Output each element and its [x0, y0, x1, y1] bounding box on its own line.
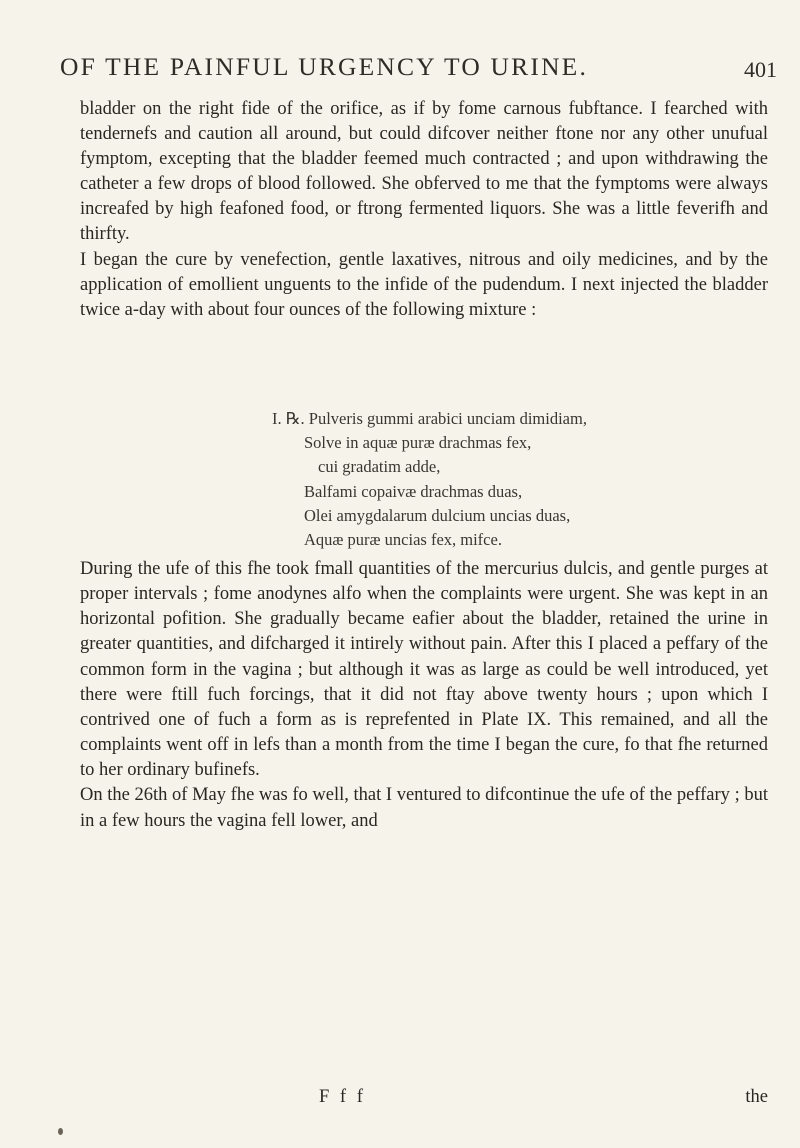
prescription-line: cui gradatim adde,: [318, 457, 441, 476]
signature-mark: F f f: [319, 1087, 366, 1107]
prescription-line: Aquæ puræ uncias fex, mifce.: [304, 530, 502, 549]
prescription-line: I. ℞. Pulveris gummi arabici unciam dimidiam,: [272, 409, 587, 428]
ink-speck: [58, 1128, 63, 1135]
page-footer: [80, 1087, 768, 1113]
paragraph: bladder on the right fide of the orifice, as if by fome carnous fubftance. I fearched with tendernefs and caution all around, but could difcover neither ftone nor any other unufual fymptom, excepting that the bladder feemed much contracted ; and upon withdrawing the catheter a few drops of blood followed. She obferved to me that the fymptoms were always increafed by high feafoned food, or ftrong fermented liquors. She was a little feverifh and thirfty.: [80, 99, 768, 245]
paragraph: I began the cure by venefection, gentle laxatives, nitrous and oily medicines, and by the application of emollient unguents to the infide of the pudendum. I next injected the bladder twice a-day with about four ounces of the following mixture :: [80, 249, 768, 320]
body-text-continued: [80, 557, 768, 834]
paragraph: On the 26th of May fhe was fo well, that I ventured to difcontinue the ufe of the peffary ; but in a few hours the vagina fell lower, and: [80, 785, 768, 831]
paragraph: During the ufe of this fhe took fmall quantities of the mercurius dulcis, and gentle purges at proper intervals ; fome anodynes alfo when the complaints were urgent. She was kept in an horizontal pofition. She gradually became eafier about the bladder, retained the urine in greater quantities, and difcharged it intirely without pain. After this I placed a peffary of the common form in the vagina ; but although it was as large as could be well introduced, yet there were ftill fuch forcings, that it did not ftay above twenty hours ; upon which I contrived one of fuch a form as is reprefented in Plate IX. This remained, and all the complaints went off in lefs than a month from the time I began the cure, fo that fhe returned to her ordinary bufinefs.: [80, 559, 768, 781]
body-text: [80, 97, 768, 323]
page-number: 401: [744, 57, 777, 82]
running-head: OF THE PAINFUL URGENCY TO URINE.: [60, 52, 589, 81]
prescription-line: Olei amygdalarum dulcium uncias duas,: [304, 506, 571, 525]
prescription-line: Solve in aquæ puræ drachmas fex,: [304, 433, 532, 452]
prescription-line: Balfami copaivæ drachmas duas,: [304, 482, 523, 501]
catchword: the: [745, 1087, 768, 1107]
